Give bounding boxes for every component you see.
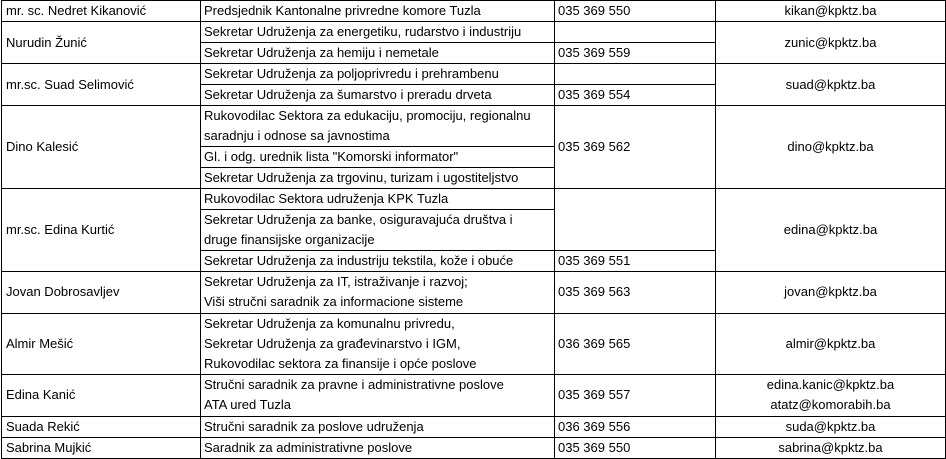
person-role-line: saradnju i odnose sa javnostima bbox=[204, 128, 390, 144]
person-email: sabrina@kpktz.ba bbox=[716, 437, 946, 458]
person-role-line: Rukovodilac Sektora za edukaciju, promociju, regionalnu bbox=[204, 108, 531, 124]
person-role: Sekretar Udruženja za poljoprivredu i prehrambenu bbox=[201, 64, 555, 85]
person-role-line: Viši stručni saradnik za informacione sisteme bbox=[204, 294, 464, 310]
person-name: Almir Mešić bbox=[2, 313, 201, 375]
person-role-line: druge finansijske organizacije bbox=[204, 232, 375, 248]
person-name: Jovan Dobrosavljev bbox=[2, 272, 201, 313]
person-phone-empty bbox=[555, 64, 716, 85]
table-row bbox=[2, 416, 946, 437]
person-role: Stručni saradnik za poslove udruženja bbox=[201, 416, 555, 437]
person-email: almir@kpktz.ba bbox=[716, 313, 946, 375]
person-email: zunic@kpktz.ba bbox=[716, 22, 946, 64]
person-role: Sekretar Udruženja za industriju tekstila, kože i obuće bbox=[201, 251, 555, 272]
person-phone: 036 369 565 bbox=[555, 313, 716, 375]
person-email-line: atatz@komorabih.ba bbox=[770, 397, 891, 413]
table-row bbox=[2, 272, 946, 313]
person-name: Suada Rekić bbox=[2, 416, 201, 437]
table-row bbox=[2, 189, 946, 210]
person-role-line: ATA ured Tuzla bbox=[204, 397, 291, 413]
person-name: Sabrina Mujkić bbox=[2, 437, 201, 458]
person-phone-empty bbox=[555, 189, 716, 251]
person-name: Dino Kalesić bbox=[2, 106, 201, 189]
person-phone: 035 369 563 bbox=[555, 272, 716, 313]
person-role: Sekretar Udruženja za hemiju i nemetale bbox=[201, 43, 555, 64]
table-row bbox=[2, 375, 946, 416]
person-role bbox=[201, 375, 555, 416]
table-row bbox=[2, 106, 946, 147]
person-email: edina@kpktz.ba bbox=[716, 189, 946, 272]
person-name: mr. sc. Nedret Kikanović bbox=[2, 1, 201, 22]
person-role bbox=[201, 210, 555, 251]
person-role: Sekretar Udruženja za šumarstvo i preradu drveta bbox=[201, 85, 555, 106]
person-phone-empty bbox=[555, 22, 716, 43]
person-name: mr.sc. Edina Kurtić bbox=[2, 189, 201, 272]
person-role bbox=[201, 313, 555, 375]
person-email: jovan@kpktz.ba bbox=[716, 272, 946, 313]
person-role-line: Rukovodilac sektora za finansije i opće poslove bbox=[204, 355, 477, 371]
table-row bbox=[2, 1, 946, 22]
person-email-line: edina.kanic@kpktz.ba bbox=[766, 377, 895, 393]
person-role: Gl. i odg. urednik lista "Komorski informator" bbox=[201, 147, 555, 168]
person-phone: 035 369 551 bbox=[555, 251, 716, 272]
person-role-line: Sekretar Udruženja za građevinarstvo i IGM, bbox=[204, 335, 461, 351]
person-name: Edina Kanić bbox=[2, 375, 201, 416]
person-role: Predsjednik Kantonalne privredne komore Tuzla bbox=[201, 1, 555, 22]
person-email: suda@kpktz.ba bbox=[716, 416, 946, 437]
person-phone: 035 369 557 bbox=[555, 375, 716, 416]
table-row bbox=[2, 22, 946, 43]
person-phone: 035 369 550 bbox=[555, 1, 716, 22]
person-role: Sekretar Udruženja za energetiku, rudarstvo i industriju bbox=[201, 22, 555, 43]
person-email: dino@kpktz.ba bbox=[716, 106, 946, 189]
person-phone: 036 369 556 bbox=[555, 416, 716, 437]
person-role bbox=[201, 106, 555, 147]
person-email bbox=[716, 375, 946, 416]
person-role bbox=[201, 272, 555, 313]
person-role-line: Sekretar Udruženja za IT, istraživanje i razvoj; bbox=[204, 274, 468, 290]
person-role-line: Sekretar Udruženja za banke, osiguravajuća društva i bbox=[204, 212, 513, 228]
person-email: suad@kpktz.ba bbox=[716, 64, 946, 106]
person-name: Nurudin Žunić bbox=[2, 22, 201, 64]
table-row bbox=[2, 64, 946, 85]
person-role: Sekretar Udruženja za trgovinu, turizam i ugostiteljstvo bbox=[201, 168, 555, 189]
person-role-line: Stručni saradnik za pravne i administrativne poslove bbox=[204, 377, 504, 393]
person-phone: 035 369 554 bbox=[555, 85, 716, 106]
person-phone: 035 369 559 bbox=[555, 43, 716, 64]
table-row bbox=[2, 313, 946, 375]
person-name: mr.sc. Suad Selimović bbox=[2, 64, 201, 106]
person-email: kikan@kpktz.ba bbox=[716, 1, 946, 22]
person-role-line: Sekretar Udruženja za komunalnu privredu, bbox=[204, 315, 455, 331]
person-role: Rukovodilac Sektora udruženja KPK Tuzla bbox=[201, 189, 555, 210]
person-phone: 035 369 562 bbox=[555, 106, 716, 189]
contacts-table bbox=[1, 0, 946, 459]
person-phone: 035 369 550 bbox=[555, 437, 716, 458]
person-role: Saradnik za administrativne poslove bbox=[201, 437, 555, 458]
